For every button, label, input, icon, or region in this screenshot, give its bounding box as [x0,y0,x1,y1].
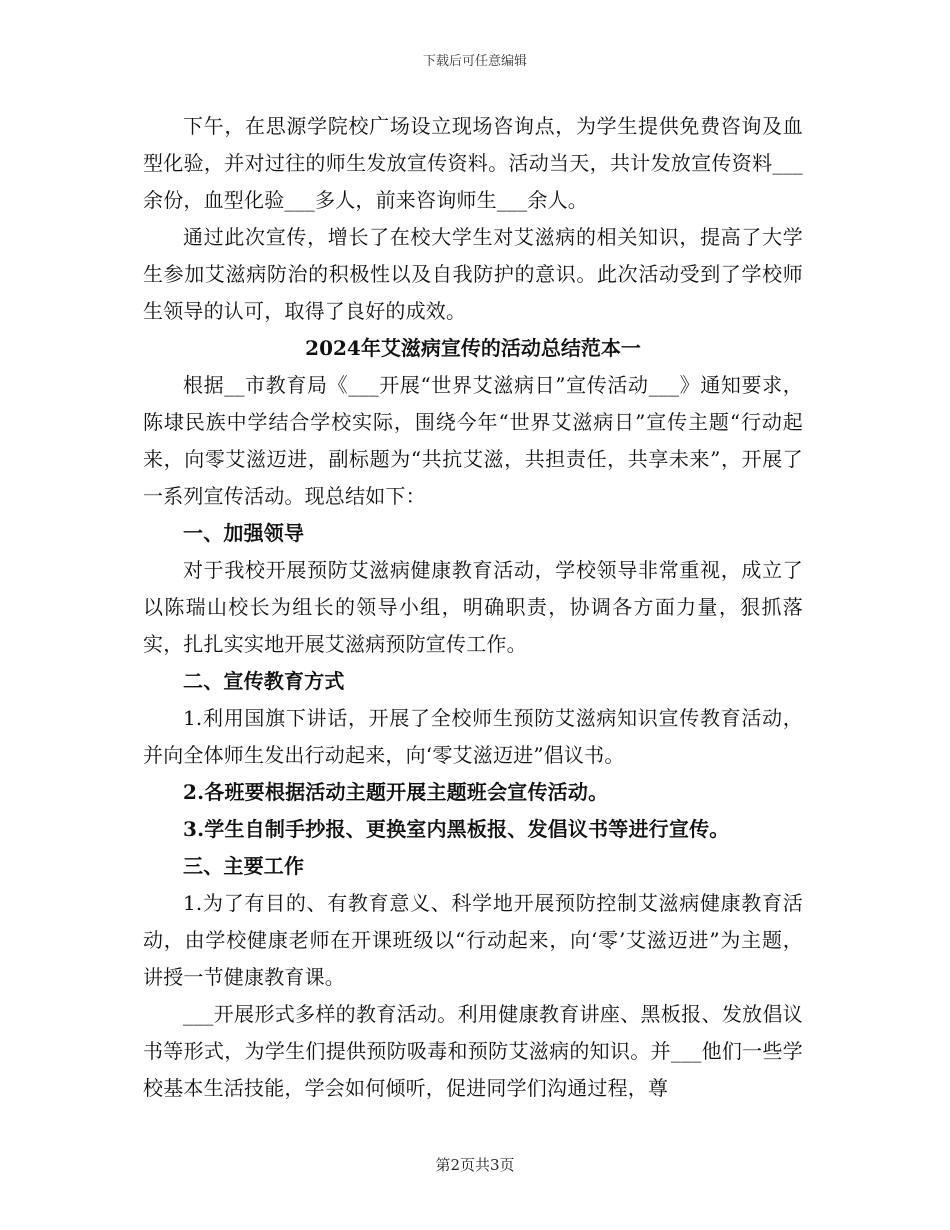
document-body [143,108,803,1107]
heading-main-work: 三、主要工作 [183,854,305,878]
page-header: 下载后可任意编辑 [422,54,527,69]
paragraph-work-1: 1.为了有目的、有教育意义、科学地开展预防控制艾滋病健康教育活动，由学校健康老师在开课班级以“行动起来，向‘零’艾滋迈进”为主题，讲授一节健康教育课。 [143,891,803,989]
paragraph-work-2: ___开展形式多样的教育活动。利用健康教育讲座、黑板报、发放倡议书等形式，为学生们提供预防吸毒和预防艾滋病的知识。并___他们一些学校基本生活技能，学会如何倾听，促进同学们沟通过程，尊 [143,1002,803,1100]
paragraph-method-2: 2.各班要根据活动主题开展主题班会宣传活动。 [183,780,609,804]
paragraph-method-1: 1.利用国旗下讲话，开展了全校师生预防艾滋病知识宣传教育活动，并向全体师生发出行动起来，向‘零艾滋迈进”倡议书。 [143,706,803,767]
paragraph-leadership: 对于我校开展预防艾滋病健康教育活动，学校领导非常重视，成立了以陈瑞山校长为组长的领导小组，明确职责，协调各方面力量，狠抓落实，扎扎实实地开展艾滋病预防宣传工作。 [143,558,803,656]
heading-publicity-methods: 二、宣传教育方式 [183,669,345,693]
section-title: 2024年艾滋病宣传的活动总结范本一 [305,336,641,360]
paragraph-consultation: 下午，在思源学院校广场设立现场咨询点，为学生提供免费咨询及血型化验，并对过往的师生发放宣传资料。活动当天，共计发放宣传资料___余份，血型化验___多人，前来咨询师生___余人。 [143,114,803,212]
paragraph-outcome: 通过此次宣传，增长了在校大学生对艾滋病的相关知识，提高了大学生参加艾滋病防治的积极性以及自我防护的意识。此次活动受到了学校师生领导的认可，取得了良好的成效。 [143,225,803,323]
paragraph-method-3: 3.学生自制手抄报、更换室内黑板报、发倡议书等进行宣传。 [183,817,730,841]
paragraph-intro: 根据__市教育局《___开展“世界艾滋病日”宣传活动___》通知要求，陈埭民族中学结合学校实际，围绕今年“世界艾滋病日”宣传主题“行动起来，向零艾滋迈进，副标题为“共抗艾滋，共担责任，共享未来”，开展了一系列宣传活动。现总结如下： [143,373,803,508]
heading-leadership: 一、加强领导 [183,521,305,545]
page-footer: 第2页共3页 [435,1156,515,1174]
